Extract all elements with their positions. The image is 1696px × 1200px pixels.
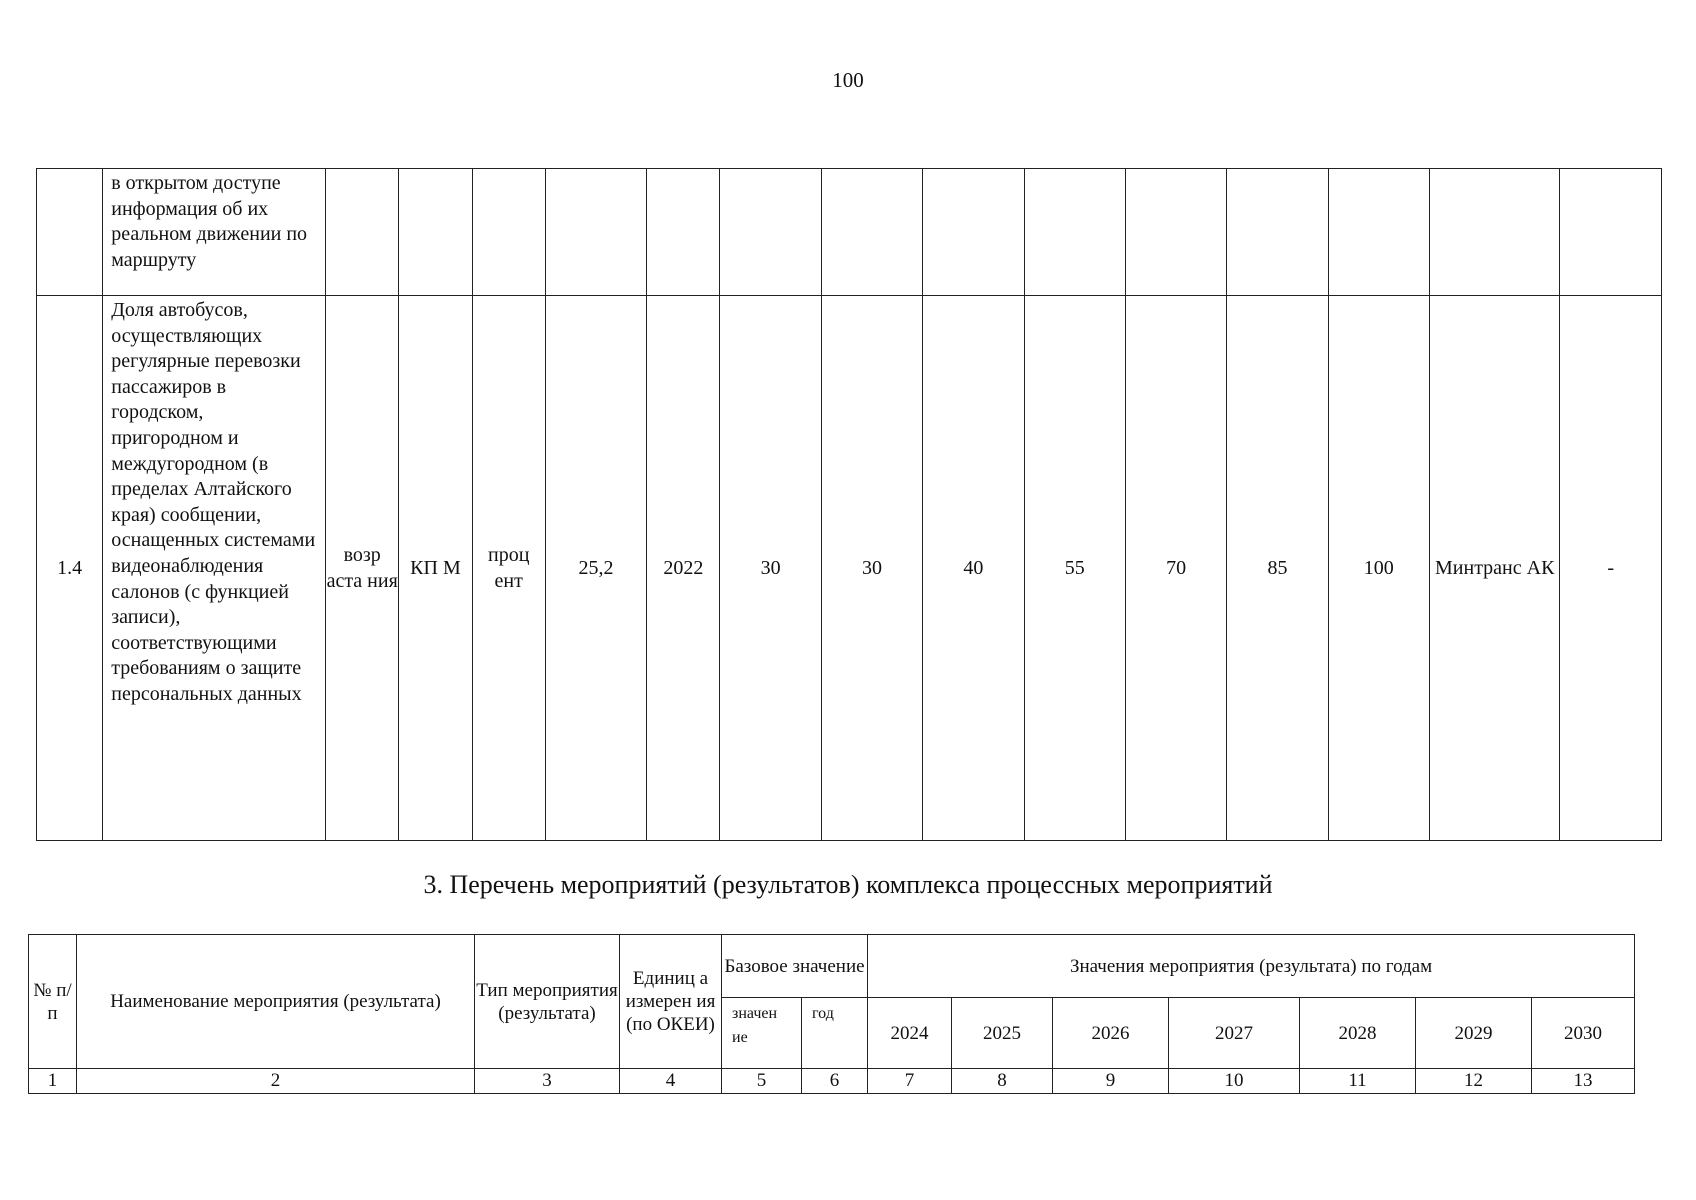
header-year-2026: 2026 <box>1053 998 1169 1069</box>
cell-growth-type <box>326 169 399 296</box>
header-base: Базовое значение <box>722 935 868 998</box>
indicator-name: Доля автобусов, осуществляющих регулярные перевозки пассажиров в городском, пригородном и междугородном (в пределах Алтайского края) сообщении, оснащенных системами видеонаблюдения салонов (с функцией записи), соответствующими требованиям о защите персональных данных <box>103 296 326 841</box>
column-number: 7 <box>868 1069 952 1094</box>
column-number: 6 <box>802 1069 868 1094</box>
header-base-year: год <box>802 998 868 1069</box>
cell-value-2025 <box>821 169 922 296</box>
column-number: 13 <box>1532 1069 1635 1094</box>
header-values-by-year: Значения мероприятия (результата) по годам <box>868 935 1635 998</box>
column-number: 3 <box>475 1069 620 1094</box>
header-row <box>29 935 1635 998</box>
column-number: 5 <box>722 1069 802 1094</box>
row-number: 1.4 <box>37 296 103 841</box>
section-title: 3. Перечень мероприятий (результатов) комплекса процессных мероприятий <box>423 870 1273 899</box>
cell-base-year <box>647 169 720 296</box>
header-year-2025: 2025 <box>952 998 1053 1069</box>
cell-value-2024 <box>720 169 821 296</box>
cell-responsible <box>1429 169 1559 296</box>
table-row <box>37 169 1662 296</box>
header-name: Наименование мероприятия (результата) <box>77 935 475 1069</box>
column-number: 11 <box>1300 1069 1416 1094</box>
column-number: 12 <box>1416 1069 1532 1094</box>
cell-value-2024: 30 <box>720 296 821 841</box>
column-number: 1 <box>29 1069 77 1094</box>
header-year-2030: 2030 <box>1532 998 1635 1069</box>
cell-value-2028 <box>1125 169 1226 296</box>
cell-base-year: 2022 <box>647 296 720 841</box>
indicators-table <box>36 168 1662 841</box>
cell-info-system <box>1560 169 1662 296</box>
cell-value-2027: 55 <box>1024 296 1125 841</box>
cell-value-2026 <box>923 169 1024 296</box>
header-year-2027: 2027 <box>1169 998 1300 1069</box>
cell-value-2025: 30 <box>821 296 922 841</box>
table-row <box>37 296 1662 841</box>
cell-value-2030 <box>1328 169 1429 296</box>
column-number: 4 <box>620 1069 722 1094</box>
cell-growth-type: возр аста ния <box>326 296 399 841</box>
cell-value-2029: 85 <box>1227 296 1328 841</box>
column-numbers-row <box>29 1069 1635 1094</box>
column-number: 2 <box>77 1069 475 1094</box>
header-base-value: значен ие <box>722 998 802 1069</box>
column-number: 8 <box>952 1069 1053 1094</box>
cell-base-value <box>545 169 646 296</box>
header-year-2024: 2024 <box>868 998 952 1069</box>
cell-base-value: 25,2 <box>545 296 646 841</box>
row-number <box>37 169 103 296</box>
cell-level: КП М <box>399 296 472 841</box>
header-year-2029: 2029 <box>1416 998 1532 1069</box>
column-number: 10 <box>1169 1069 1300 1094</box>
cell-unit <box>472 169 545 296</box>
cell-value-2027 <box>1024 169 1125 296</box>
cell-responsible: Минтранс АК <box>1429 296 1559 841</box>
column-number: 9 <box>1053 1069 1169 1094</box>
indicator-name: в открытом доступе информация об их реальном движении по маршруту <box>103 169 326 296</box>
measures-table <box>28 934 1635 1094</box>
cell-level <box>399 169 472 296</box>
cell-value-2026: 40 <box>923 296 1024 841</box>
page-number: 100 <box>832 68 864 92</box>
cell-unit: проц ент <box>472 296 545 841</box>
header-type: Тип мероприятия (результата) <box>475 935 620 1069</box>
cell-value-2030: 100 <box>1328 296 1429 841</box>
header-num: № п/ п <box>29 935 77 1069</box>
header-year-2028: 2028 <box>1300 998 1416 1069</box>
cell-value-2028: 70 <box>1125 296 1226 841</box>
cell-value-2029 <box>1227 169 1328 296</box>
cell-info-system: - <box>1560 296 1662 841</box>
header-unit: Единиц а измерен ия (по ОКЕИ) <box>620 935 722 1069</box>
